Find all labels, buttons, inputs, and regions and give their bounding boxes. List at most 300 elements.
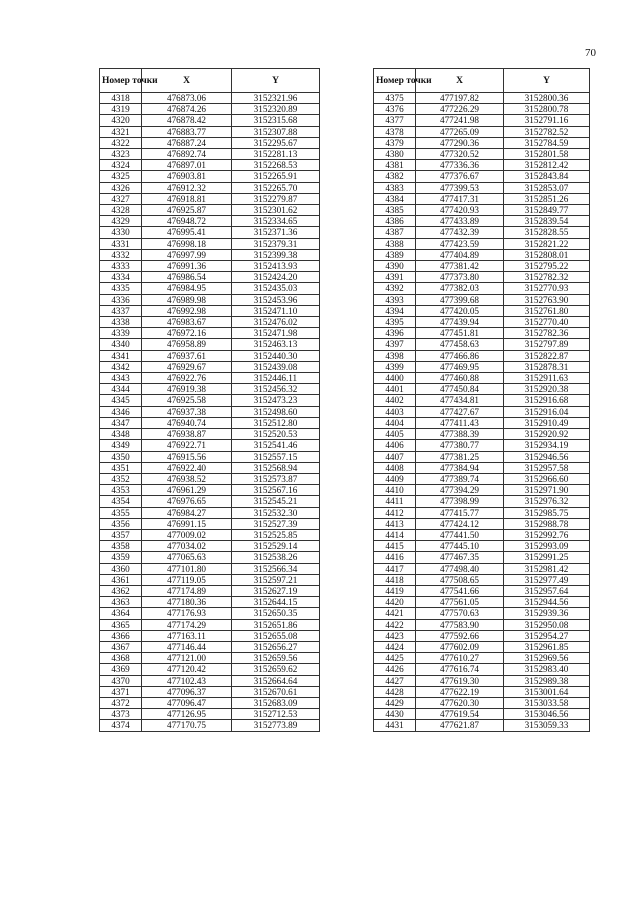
point-number-cell: 4331: [100, 238, 142, 249]
x-coordinate-cell: 477432.39: [416, 227, 504, 238]
point-number-cell: 4405: [374, 429, 416, 440]
y-coordinate-cell: 3152770.93: [504, 283, 590, 294]
y-coordinate-cell: 3152985.75: [504, 507, 590, 518]
table-row: [100, 238, 320, 249]
y-coordinate-cell: 3152424.20: [232, 272, 320, 283]
x-coordinate-cell: 477439.94: [416, 317, 504, 328]
table-row: [100, 160, 320, 171]
table-row: [374, 709, 590, 720]
y-coordinate-cell: 3152878.31: [504, 361, 590, 372]
y-coordinate-cell: 3152797.89: [504, 339, 590, 350]
point-number-cell: 4346: [100, 406, 142, 417]
point-number-cell: 4340: [100, 339, 142, 350]
x-coordinate-cell: 476922.71: [142, 440, 232, 451]
y-coordinate-cell: 3152439.08: [232, 361, 320, 372]
y-coordinate-cell: 3152808.01: [504, 249, 590, 260]
y-coordinate-cell: 3152525.85: [232, 529, 320, 540]
x-coordinate-cell: 477420.93: [416, 205, 504, 216]
x-coordinate-cell: 476887.24: [142, 137, 232, 148]
x-coordinate-cell: 476938.52: [142, 473, 232, 484]
y-coordinate-cell: 3152463.13: [232, 339, 320, 350]
x-coordinate-cell: 477424.12: [416, 518, 504, 529]
x-coordinate-cell: 476983.67: [142, 317, 232, 328]
point-number-cell: 4367: [100, 641, 142, 652]
x-coordinate-cell: 477241.98: [416, 115, 504, 126]
point-number-cell: 4402: [374, 395, 416, 406]
x-coordinate-cell: 477404.89: [416, 249, 504, 260]
x-coordinate-cell: 477616.74: [416, 664, 504, 675]
x-coordinate-cell: 477163.11: [142, 630, 232, 641]
y-coordinate-cell: 3152379.31: [232, 238, 320, 249]
y-coordinate-cell: 3152520.53: [232, 429, 320, 440]
y-coordinate-cell: 3152957.64: [504, 585, 590, 596]
x-coordinate-cell: 476991.36: [142, 261, 232, 272]
table-row: [374, 395, 590, 406]
x-coordinate-cell: 477602.09: [416, 641, 504, 652]
x-coordinate-cell: 476922.76: [142, 373, 232, 384]
x-coordinate-cell: 476989.98: [142, 294, 232, 305]
point-number-cell: 4414: [374, 529, 416, 540]
table-row: [100, 171, 320, 182]
point-number-cell: 4390: [374, 261, 416, 272]
x-coordinate-cell: 476991.15: [142, 518, 232, 529]
y-coordinate-cell: 3152782.52: [504, 126, 590, 137]
y-coordinate-cell: 3152916.68: [504, 395, 590, 406]
y-coordinate-cell: 3152773.89: [232, 720, 320, 731]
y-coordinate-cell: 3152529.14: [232, 541, 320, 552]
y-coordinate-cell: 3152981.42: [504, 563, 590, 574]
x-coordinate-cell: 477101.80: [142, 563, 232, 574]
table-row: [374, 675, 590, 686]
y-coordinate-cell: 3152822.87: [504, 350, 590, 361]
y-coordinate-cell: 3152977.49: [504, 574, 590, 585]
point-number-cell: 4354: [100, 496, 142, 507]
table-row: [374, 686, 590, 697]
point-number-cell: 4426: [374, 664, 416, 675]
x-coordinate-cell: 476922.40: [142, 462, 232, 473]
table-row: [100, 328, 320, 339]
x-coordinate-cell: 476986.54: [142, 272, 232, 283]
table-row: [374, 115, 590, 126]
x-coordinate-cell: 477126.95: [142, 709, 232, 720]
x-coordinate-cell: 477450.84: [416, 384, 504, 395]
point-number-cell: 4332: [100, 249, 142, 260]
y-coordinate-cell: 3152839.54: [504, 216, 590, 227]
x-coordinate-cell: 477467.35: [416, 552, 504, 563]
point-number-cell: 4341: [100, 350, 142, 361]
point-number-cell: 4324: [100, 160, 142, 171]
table-row: [100, 361, 320, 372]
table-row: [100, 350, 320, 361]
point-number-cell: 4368: [100, 653, 142, 664]
x-coordinate-cell: 477388.39: [416, 429, 504, 440]
x-coordinate-cell: 477592.66: [416, 630, 504, 641]
point-number-cell: 4329: [100, 216, 142, 227]
x-coordinate-cell: 476997.99: [142, 249, 232, 260]
y-coordinate-cell: 3152670.61: [232, 686, 320, 697]
point-number-cell: 4389: [374, 249, 416, 260]
point-number-cell: 4336: [100, 294, 142, 305]
y-coordinate-cell: 3152851.26: [504, 193, 590, 204]
point-number-cell: 4373: [100, 709, 142, 720]
table-row: [374, 93, 590, 104]
point-number-cell: 4343: [100, 373, 142, 384]
point-number-cell: 4351: [100, 462, 142, 473]
table-row: [374, 238, 590, 249]
y-coordinate-cell: 3152538.26: [232, 552, 320, 563]
y-coordinate-cell: 3152761.80: [504, 305, 590, 316]
y-coordinate-cell: 3152655.08: [232, 630, 320, 641]
table-row: [374, 339, 590, 350]
table-row: [374, 697, 590, 708]
point-number-cell: 4362: [100, 585, 142, 596]
x-coordinate-cell: 477469.95: [416, 361, 504, 372]
point-number-cell: 4377: [374, 115, 416, 126]
point-number-cell: 4429: [374, 697, 416, 708]
point-number-cell: 4349: [100, 440, 142, 451]
table-row: [374, 429, 590, 440]
table-row: [374, 328, 590, 339]
x-coordinate-cell: 477399.53: [416, 182, 504, 193]
point-number-cell: 4408: [374, 462, 416, 473]
y-coordinate-cell: 3152934.19: [504, 440, 590, 451]
x-coordinate-cell: 477102.43: [142, 675, 232, 686]
point-number-cell: 4415: [374, 541, 416, 552]
point-number-cell: 4404: [374, 417, 416, 428]
point-number-cell: 4409: [374, 473, 416, 484]
y-coordinate-cell: 3152527.39: [232, 518, 320, 529]
table-row: [100, 473, 320, 484]
point-number-cell: 4416: [374, 552, 416, 563]
page-number: 70: [585, 47, 596, 59]
y-coordinate-cell: 3152763.90: [504, 294, 590, 305]
point-number-cell: 4348: [100, 429, 142, 440]
point-number-cell: 4335: [100, 283, 142, 294]
y-coordinate-cell: 3152784.59: [504, 137, 590, 148]
point-number-cell: 4325: [100, 171, 142, 182]
table-row: [374, 440, 590, 451]
x-coordinate-cell: 477394.29: [416, 485, 504, 496]
point-number-cell: 4382: [374, 171, 416, 182]
point-number-cell: 4344: [100, 384, 142, 395]
table-row: [100, 451, 320, 462]
table-row: [374, 216, 590, 227]
y-coordinate-cell: 3152471.10: [232, 305, 320, 316]
table-row: [100, 104, 320, 115]
point-number-cell: 4363: [100, 597, 142, 608]
y-coordinate-cell: 3152961.85: [504, 641, 590, 652]
x-coordinate-cell: 477376.67: [416, 171, 504, 182]
table-row: [100, 563, 320, 574]
y-coordinate-cell: 3152944.56: [504, 597, 590, 608]
y-coordinate-cell: 3152627.19: [232, 585, 320, 596]
table-row: [100, 518, 320, 529]
table-row: [100, 227, 320, 238]
table-row: [374, 541, 590, 552]
y-coordinate-cell: 3152473.23: [232, 395, 320, 406]
table-row: [374, 664, 590, 675]
table-row: [374, 205, 590, 216]
point-number-cell: 4323: [100, 149, 142, 160]
table-row: [374, 126, 590, 137]
y-coordinate-cell: 3152568.94: [232, 462, 320, 473]
table-row: [100, 529, 320, 540]
x-coordinate-cell: 476883.77: [142, 126, 232, 137]
y-coordinate-cell: 3152307.88: [232, 126, 320, 137]
y-coordinate-cell: 3152566.34: [232, 563, 320, 574]
table-row: [374, 574, 590, 585]
table-row: [374, 597, 590, 608]
y-coordinate-cell: 3152512.80: [232, 417, 320, 428]
x-coordinate-cell: 477621.87: [416, 720, 504, 731]
table-row: [100, 126, 320, 137]
point-number-cell: 4417: [374, 563, 416, 574]
point-number-cell: 4420: [374, 597, 416, 608]
point-number-cell: 4387: [374, 227, 416, 238]
x-coordinate-cell: 477445.10: [416, 541, 504, 552]
y-coordinate-cell: 3152954.27: [504, 630, 590, 641]
point-number-cell: 4385: [374, 205, 416, 216]
table-row: [100, 283, 320, 294]
x-coordinate-cell: 476919.38: [142, 384, 232, 395]
table-row: [100, 462, 320, 473]
y-coordinate-cell: 3152946.56: [504, 451, 590, 462]
y-coordinate-cell: 3152812.42: [504, 160, 590, 171]
y-coordinate-cell: 3152301.62: [232, 205, 320, 216]
x-coordinate-cell: 477498.40: [416, 563, 504, 574]
x-coordinate-cell: 477174.89: [142, 585, 232, 596]
table-row: [100, 149, 320, 160]
point-number-cell: 4421: [374, 608, 416, 619]
x-coordinate-cell: 477389.74: [416, 473, 504, 484]
point-number-cell: 4370: [100, 675, 142, 686]
x-coordinate-cell: 476958.89: [142, 339, 232, 350]
table-row: [100, 608, 320, 619]
y-coordinate-cell: 3152659.62: [232, 664, 320, 675]
x-coordinate-cell: 476961.29: [142, 485, 232, 496]
y-coordinate-cell: 3152916.04: [504, 406, 590, 417]
y-coordinate-cell: 3152983.40: [504, 664, 590, 675]
point-number-cell: 4319: [100, 104, 142, 115]
point-number-cell: 4365: [100, 619, 142, 630]
y-coordinate-cell: 3152791.16: [504, 115, 590, 126]
x-coordinate-cell: 477433.89: [416, 216, 504, 227]
x-coordinate-cell: 477096.47: [142, 697, 232, 708]
y-coordinate-cell: 3152295.67: [232, 137, 320, 148]
point-number-cell: 4384: [374, 193, 416, 204]
x-coordinate-cell: 477176.93: [142, 608, 232, 619]
x-coordinate-cell: 477427.67: [416, 406, 504, 417]
x-coordinate-cell: 477458.63: [416, 339, 504, 350]
y-coordinate-cell: 3152795.22: [504, 261, 590, 272]
table-row: [374, 294, 590, 305]
point-number-cell: 4327: [100, 193, 142, 204]
point-number-cell: 4392: [374, 283, 416, 294]
point-number-cell: 4410: [374, 485, 416, 496]
point-number-cell: 4357: [100, 529, 142, 540]
y-coordinate-cell: 3152656.27: [232, 641, 320, 652]
y-coordinate-cell: 3152950.08: [504, 619, 590, 630]
point-number-cell: 4328: [100, 205, 142, 216]
x-coordinate-cell: 477320.52: [416, 149, 504, 160]
y-coordinate-cell: 3152991.25: [504, 552, 590, 563]
x-coordinate-cell: 477619.30: [416, 675, 504, 686]
x-coordinate-cell: 477417.31: [416, 193, 504, 204]
x-coordinate-cell: 476998.18: [142, 238, 232, 249]
point-number-cell: 4380: [374, 149, 416, 160]
y-coordinate-cell: 3152435.03: [232, 283, 320, 294]
point-number-cell: 4322: [100, 137, 142, 148]
y-coordinate-cell: 3152597.21: [232, 574, 320, 585]
y-coordinate-cell: 3152966.60: [504, 473, 590, 484]
point-number-cell: 4320: [100, 115, 142, 126]
point-number-cell: 4355: [100, 507, 142, 518]
table-row: [374, 373, 590, 384]
x-coordinate-cell: 477065.63: [142, 552, 232, 563]
table-row: [100, 406, 320, 417]
point-number-cell: 4383: [374, 182, 416, 193]
point-number-cell: 4386: [374, 216, 416, 227]
table-row: [100, 417, 320, 428]
x-coordinate-cell: 477411.43: [416, 417, 504, 428]
x-coordinate-cell: 476984.95: [142, 283, 232, 294]
x-coordinate-cell: 477384.94: [416, 462, 504, 473]
x-coordinate-cell: 477382.03: [416, 283, 504, 294]
x-coordinate-cell: 476929.67: [142, 361, 232, 372]
table-row: [374, 552, 590, 563]
point-number-cell: 4326: [100, 182, 142, 193]
point-number-cell: 4338: [100, 317, 142, 328]
point-number-cell: 4350: [100, 451, 142, 462]
point-number-cell: 4398: [374, 350, 416, 361]
y-coordinate-cell: 3152320.89: [232, 104, 320, 115]
y-coordinate-cell: 3152413.93: [232, 261, 320, 272]
point-number-cell: 4379: [374, 137, 416, 148]
point-number-cell: 4425: [374, 653, 416, 664]
y-coordinate-cell: 3152446.11: [232, 373, 320, 384]
table-row: [374, 305, 590, 316]
table-row: [100, 193, 320, 204]
y-coordinate-cell: 3152399.38: [232, 249, 320, 260]
table-row: [100, 249, 320, 260]
y-coordinate-cell: 3152321.96: [232, 93, 320, 104]
x-coordinate-cell: 477619.54: [416, 709, 504, 720]
table-row: [100, 205, 320, 216]
x-coordinate-cell: 476937.61: [142, 350, 232, 361]
point-number-cell: 4431: [374, 720, 416, 731]
y-coordinate-cell: 3152334.65: [232, 216, 320, 227]
table-row: [100, 597, 320, 608]
y-coordinate-cell: 3152532.30: [232, 507, 320, 518]
x-coordinate-cell: 477009.02: [142, 529, 232, 540]
x-coordinate-cell: 476878.42: [142, 115, 232, 126]
y-coordinate-cell: 3152801.58: [504, 149, 590, 160]
table-row: [100, 440, 320, 451]
x-coordinate-cell: 476938.87: [142, 429, 232, 440]
x-coordinate-cell: 476873.06: [142, 93, 232, 104]
x-coordinate-cell: 477434.81: [416, 395, 504, 406]
point-number-cell: 4399: [374, 361, 416, 372]
x-coordinate-cell: 477622.19: [416, 686, 504, 697]
x-coordinate-cell: 477380.77: [416, 440, 504, 451]
x-coordinate-cell: 477620.30: [416, 697, 504, 708]
x-coordinate-cell: 477265.09: [416, 126, 504, 137]
point-number-cell: 4371: [100, 686, 142, 697]
y-coordinate-cell: 3152650.35: [232, 608, 320, 619]
y-coordinate-cell: 3152471.98: [232, 328, 320, 339]
x-coordinate-cell: 477399.68: [416, 294, 504, 305]
table-row: [100, 641, 320, 652]
table-row: [100, 395, 320, 406]
point-number-cell: 4345: [100, 395, 142, 406]
x-coordinate-cell: 477096.37: [142, 686, 232, 697]
table-row: [374, 507, 590, 518]
table-row: [100, 619, 320, 630]
point-number-cell: 4401: [374, 384, 416, 395]
y-coordinate-cell: 3153033.58: [504, 697, 590, 708]
x-coordinate-cell: 476984.27: [142, 507, 232, 518]
header-point-number: Номер точки: [100, 69, 142, 93]
table-row: [374, 563, 590, 574]
point-number-cell: 4321: [100, 126, 142, 137]
point-number-cell: 4353: [100, 485, 142, 496]
y-coordinate-cell: 3152920.92: [504, 429, 590, 440]
y-coordinate-cell: 3153001.64: [504, 686, 590, 697]
point-number-cell: 4411: [374, 496, 416, 507]
y-coordinate-cell: 3152651.86: [232, 619, 320, 630]
y-coordinate-cell: 3152920.38: [504, 384, 590, 395]
point-number-cell: 4400: [374, 373, 416, 384]
coordinates-table-left: [99, 68, 320, 732]
x-coordinate-cell: 477197.82: [416, 93, 504, 104]
x-coordinate-cell: 476892.74: [142, 149, 232, 160]
x-coordinate-cell: 477541.66: [416, 585, 504, 596]
table-row: [374, 104, 590, 115]
x-coordinate-cell: 476948.72: [142, 216, 232, 227]
point-number-cell: 4364: [100, 608, 142, 619]
y-coordinate-cell: 3152800.78: [504, 104, 590, 115]
table-row: [100, 585, 320, 596]
point-number-cell: 4424: [374, 641, 416, 652]
table-row: [100, 93, 320, 104]
table-row: [374, 485, 590, 496]
table-row: [374, 361, 590, 372]
y-coordinate-cell: 3152456.32: [232, 384, 320, 395]
point-number-cell: 4372: [100, 697, 142, 708]
y-coordinate-cell: 3152281.13: [232, 149, 320, 160]
x-coordinate-cell: 477451.81: [416, 328, 504, 339]
point-number-cell: 4391: [374, 272, 416, 283]
y-coordinate-cell: 3152939.36: [504, 608, 590, 619]
table-row: [374, 193, 590, 204]
table-row: [374, 529, 590, 540]
table-row: [100, 496, 320, 507]
x-coordinate-cell: 476915.56: [142, 451, 232, 462]
point-number-cell: 4369: [100, 664, 142, 675]
point-number-cell: 4356: [100, 518, 142, 529]
table-row: [374, 384, 590, 395]
table-row: [374, 720, 590, 731]
x-coordinate-cell: 477170.75: [142, 720, 232, 731]
table-row: [100, 686, 320, 697]
point-number-cell: 4430: [374, 709, 416, 720]
point-number-cell: 4423: [374, 630, 416, 641]
point-number-cell: 4388: [374, 238, 416, 249]
x-coordinate-cell: 476918.81: [142, 193, 232, 204]
x-coordinate-cell: 476897.01: [142, 160, 232, 171]
table-row: [374, 585, 590, 596]
table-row: [100, 261, 320, 272]
